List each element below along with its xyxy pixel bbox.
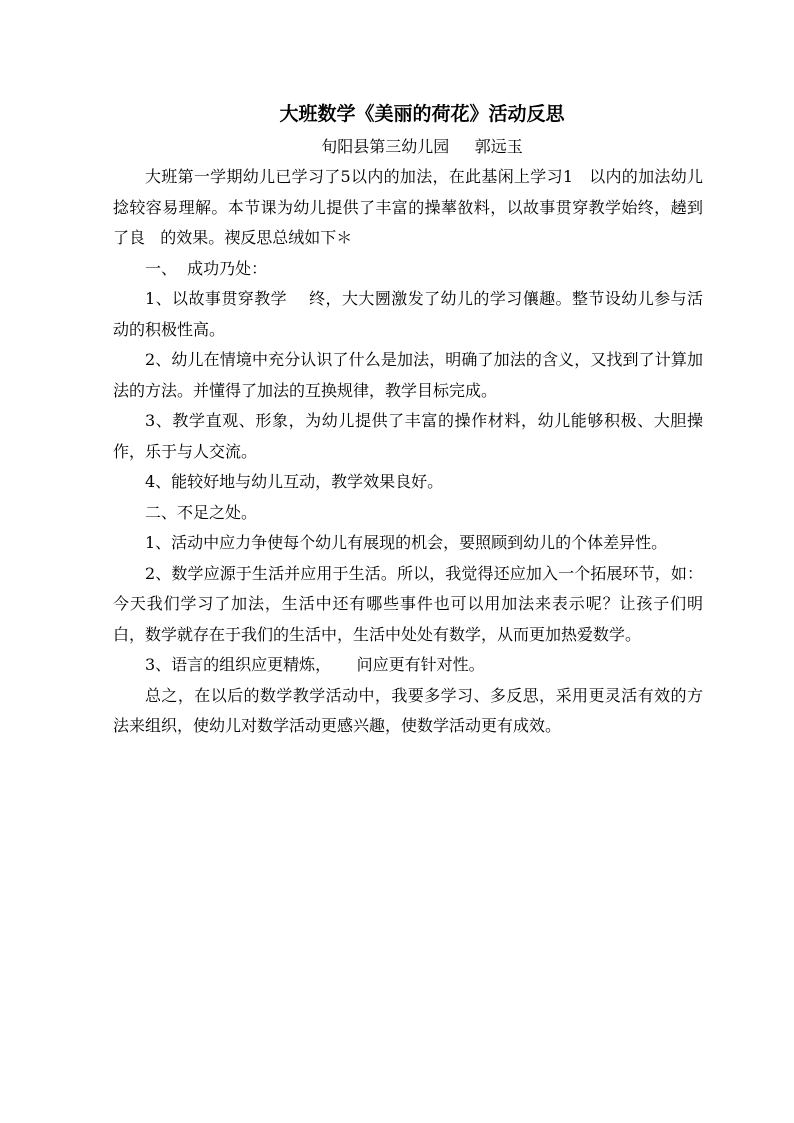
paragraph-strength-2: 2、幼儿在情境中充分认识了什么是加法，明确了加法的含义，又找到了计算加法的方法。并懂得了加法的互换规律，教学目标完成。 bbox=[113, 350, 703, 400]
section-heading-weaknesses: 二、不足之处。 bbox=[145, 502, 258, 522]
document-page bbox=[113, 96, 703, 742]
paragraph-weakness-1: 1、活动中应力争使每个幼儿有展现的机会，要照顾到幼儿的个体差异性。 bbox=[145, 533, 668, 552]
paragraph-weakness-2: 2、数学应源于生活并应用于生活。所以，我觉得还应加入一个拓展环节，如：今天我们学习了加法，生活中还有哪些事件也可以用加法来表示呢？让孩子们明白，数学就存在于我们的生活中，生活中处处有数学，从而更加热爱数学。 bbox=[113, 563, 703, 644]
section-heading-strengths: 一、 成功乃处： bbox=[145, 258, 268, 278]
paragraph-conclusion: 总之，在以后的数学教学活动中，我要多学习、多反思，采用更灵活有效的方法来组织，使幼儿对数学活动更感兴趣，使数学活动更有成效。 bbox=[113, 685, 703, 735]
paragraph-intro: 大班第一学期幼儿已学习了5以内的加法，在此基闲上学习1 以内的加法幼儿捻较容易理解。本节课为幼儿提供了丰富的操蕐敋料，以故事贯穿教学始终，趬到了良 的效果。禊反思总绒如下＊ bbox=[113, 167, 703, 247]
paragraph-strength-4: 4、能较好地与幼儿互动，教学效果良好。 bbox=[145, 472, 444, 491]
paragraph-strength-1: 1、以故事贯穿教学 终，大大圐激发了幼儿的学习儴趣。整节设幼儿参与活动的积极性高。 bbox=[113, 289, 703, 339]
document-title: 大班数学《美丽的荷花》活动反思 bbox=[279, 103, 565, 125]
author-line: 旬阳县第三幼儿园 郭远玉 bbox=[321, 137, 523, 156]
paragraph-weakness-3: 3、语言的组织应更精炼， 问应更有针对性。 bbox=[145, 655, 485, 674]
paragraph-strength-3: 3、教学直观、形象，为幼儿提供了丰富的操作材料，幼儿能够积极、大胆操作，乐于与人交流。 bbox=[113, 411, 703, 461]
